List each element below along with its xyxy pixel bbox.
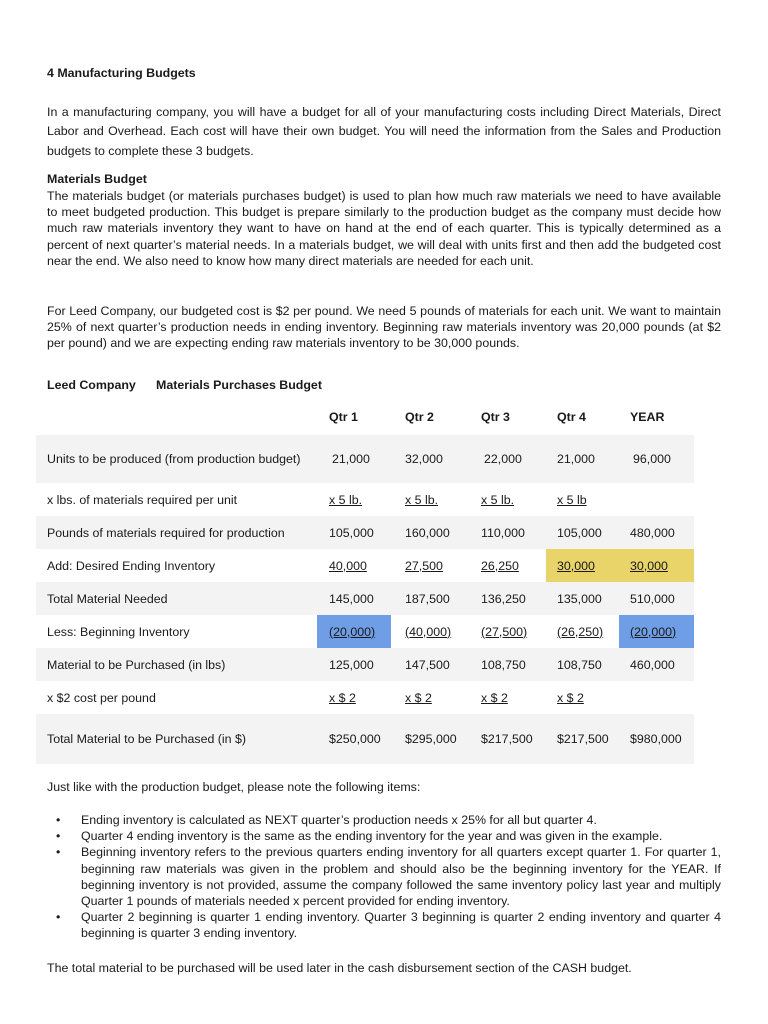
cell-qtr1: 125,000	[329, 657, 374, 672]
cell-qtr3: 22,000	[484, 452, 522, 466]
list-item	[47, 909, 721, 941]
list-item-text: Quarter 4 ending inventory is the same as the ending inventory for the year and was given in the example.	[81, 829, 663, 844]
cell-qtr2: 147,500	[405, 657, 450, 672]
intro-paragraph: In a manufacturing company, you will have a budget for all of your manufacturing costs including Direct Materials, Direct Labor and Overhead. Each cost will have their own budget. You will need the information from the Sales and Production budgets to complete these 3 budgets.	[47, 105, 721, 158]
cell-qtr1: $250,000	[329, 732, 381, 746]
table-heading	[47, 378, 322, 392]
row-label: Add: Desired Ending Inventory	[47, 558, 216, 573]
row-label: Total Material to be Purchased (in $)	[47, 732, 247, 746]
cell-qtr1: x 5 lb.	[329, 492, 363, 507]
cell-qtr3: $217,500	[481, 732, 533, 746]
cell-year: 96,000	[633, 452, 671, 466]
cell-qtr4: (26,250)	[557, 624, 604, 639]
cell-qtr3: 136,250	[481, 591, 526, 606]
column-header-qtr3: Qtr 3	[481, 410, 510, 424]
notes-list	[47, 812, 721, 942]
row-label: Less: Beginning Inventory	[47, 624, 190, 639]
cell-qtr4: $217,500	[557, 732, 609, 746]
table-company: Leed Company	[47, 378, 136, 392]
table-row	[36, 582, 694, 615]
row-label: Units to be produced (from production budget)	[47, 452, 301, 466]
bullet-icon: •	[56, 813, 61, 827]
cell-qtr1: 105,000	[329, 525, 374, 540]
cell-qtr3: x $ 2	[481, 690, 508, 705]
row-label: x $2 cost per pound	[47, 690, 156, 705]
cell-qtr2: (40,000)	[405, 624, 452, 639]
bullet-icon: •	[56, 845, 61, 860]
cell-qtr1: 40,000	[329, 558, 367, 573]
row-label: Total Material Needed	[47, 591, 168, 606]
list-item-text: Ending inventory is calculated as NEXT quarter’s production needs x 25% for all but quarter 4.	[81, 813, 597, 827]
cell-qtr2: 187,500	[405, 591, 450, 606]
table-row	[36, 549, 694, 582]
cell-qtr4: x 5 lb	[557, 492, 587, 507]
cell-year: (20,000)	[630, 624, 677, 639]
cell-qtr1: 21,000	[332, 452, 370, 466]
cell-qtr2: 160,000	[405, 525, 450, 540]
table-row	[36, 681, 694, 714]
table-row	[36, 483, 694, 516]
example-paragraph: For Leed Company, our budgeted cost is $2 per pound. We need 5 pounds of materials for each unit. We want to maintain 25% of next quarter’s production needs in ending inventory. Beginning raw materials inventory was 20,000 pounds (at $2 per pound) and we are expecting ending raw materials inventory to be 30,000 pounds.	[47, 304, 721, 351]
column-header-qtr2: Qtr 2	[405, 410, 434, 424]
materials-budget-heading: Materials Budget	[47, 172, 147, 186]
cell-qtr4: 30,000	[557, 558, 595, 573]
table-title: Materials Purchases Budget	[156, 378, 322, 392]
list-item-text: Quarter 2 beginning is quarter 1 ending inventory. Quarter 3 beginning is quarter 2 ending inventory and quarter 4 beginning is quarter 3 ending inventory.	[81, 910, 721, 941]
row-label: Material to be Purchased (in lbs)	[47, 657, 226, 672]
bullet-icon: •	[56, 910, 61, 925]
cell-qtr4: 21,000	[557, 452, 595, 466]
column-header-year: YEAR	[630, 410, 665, 424]
cell-qtr1: (20,000)	[329, 624, 376, 639]
table-row	[36, 615, 694, 648]
cell-qtr1: 145,000	[329, 591, 374, 606]
notes-intro: Just like with the production budget, please note the following items:	[47, 780, 421, 794]
cell-qtr3: 26,250	[481, 558, 519, 573]
list-item	[47, 828, 721, 844]
cell-qtr3: (27,500)	[481, 624, 528, 639]
cell-year: 30,000	[630, 558, 668, 573]
cell-qtr4: x $ 2	[557, 690, 584, 705]
table-row	[36, 648, 694, 681]
cell-qtr2: $295,000	[405, 732, 457, 746]
cell-year: $980,000	[630, 732, 682, 746]
column-header-qtr4: Qtr 4	[557, 410, 586, 424]
table-row	[36, 714, 694, 764]
section-title: 4 Manufacturing Budgets	[47, 66, 196, 80]
list-item-text: Beginning inventory refers to the previous quarters ending inventory for all quarters except quarter 1. For quarter 1, beginning raw materials was given in the problem and should also be the beginning inventory for the YEAR. If beginning inventory is not provided, assume the company followed the same inventory policy last year and multiply Quarter 1 pounds of materials needed x percent provided for ending inventory.	[81, 845, 721, 909]
row-label: x lbs. of materials required per unit	[47, 492, 238, 507]
cell-year: 510,000	[630, 591, 675, 606]
cell-qtr1: x $ 2	[329, 690, 356, 705]
cell-year: 460,000	[630, 657, 675, 672]
cell-qtr3: 108,750	[481, 657, 526, 672]
cell-qtr3: x 5 lb.	[481, 492, 515, 507]
cell-qtr4: 108,750	[557, 657, 602, 672]
cell-qtr2: 27,500	[405, 558, 443, 573]
cell-qtr2: x 5 lb.	[405, 492, 439, 507]
cell-qtr3: 110,000	[481, 525, 525, 540]
row-label: Pounds of materials required for production	[47, 525, 285, 540]
bullet-icon: •	[56, 829, 61, 844]
table-row	[36, 435, 694, 483]
list-item	[47, 812, 721, 828]
cell-qtr4: 135,000	[557, 591, 602, 606]
cell-qtr4: 105,000	[557, 525, 602, 540]
column-header-qtr1: Qtr 1	[329, 410, 358, 424]
materials-budget-paragraph: The materials budget (or materials purchases budget) is used to plan how much raw materials we need to have available to meet budgeted production. This budget is prepare similarly to the production budget as the company must decide how much raw materials inventory they want to have on hand at the end of each quarter. This is typically determined as a percent of next quarter’s material needs. In a materials budget, we will deal with units first and then add the budgeted cost near the end. We also need to know how many direct materials are needed for each unit.	[47, 189, 721, 268]
cell-year: 480,000	[630, 525, 675, 540]
cell-qtr2: x $ 2	[405, 690, 432, 705]
table-row	[36, 516, 694, 549]
cell-qtr2: 32,000	[405, 452, 443, 466]
closing-paragraph: The total material to be purchased will be used later in the cash disbursement section of the CASH budget.	[47, 961, 632, 975]
list-item	[47, 844, 721, 909]
